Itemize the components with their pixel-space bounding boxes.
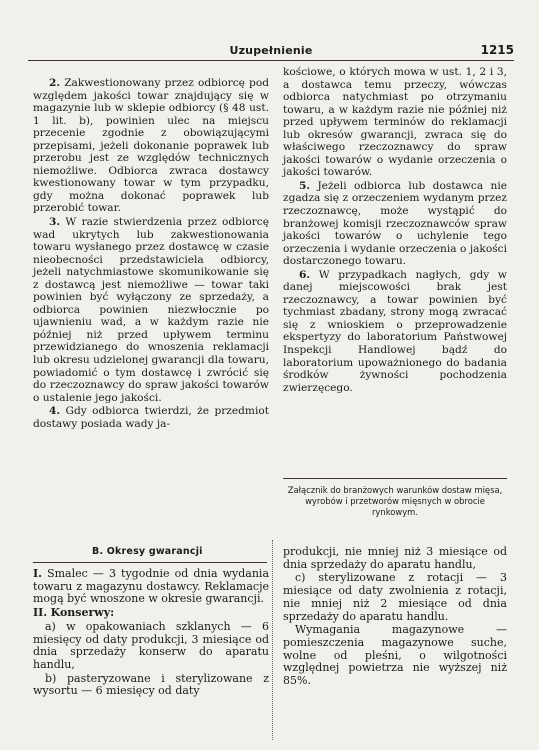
- item-text: w opakowaniach szklanych — 6 miesięcy od daty produkcji, 3 miesiące od dnia sprzedaży konserw do aparatu handlu,: [33, 619, 269, 671]
- section-subitem: [283, 572, 507, 623]
- paragraph-text: kościowe, o których mowa w ust. 1, 2 i 3, a dostawca temu przeczy, wówczas odbiorca natychmiast po otrzymaniu towaru, a w każdym razie nie później niż przed upływem terminów do reklamacji lub okresów gwarancji, zwraca się do właściwego rzeczoznawcy do spraw jakości towarów o wydanie orzeczenia o jakości towarów.: [283, 66, 507, 179]
- item-text: pasteryzowane i sterylizowane z wysortu — 6 miesięcy od daty: [33, 671, 270, 698]
- section-item-continuation: [283, 546, 507, 571]
- section-b-right-column: [283, 546, 507, 688]
- left-column: [33, 77, 269, 430]
- paragraph: [33, 405, 269, 430]
- item-text: produkcji, nie mniej niż 3 miesiące od dnia sprzedaży do aparatu handlu,: [283, 545, 507, 571]
- section-subitem: [33, 673, 269, 698]
- paragraph-continuation: [283, 66, 507, 179]
- section-item: [33, 607, 269, 620]
- paragraph-number: 5.: [299, 179, 311, 192]
- paragraph-text: Zakwestionowany przez odbiorcę pod względem jakości towar znajdujący się w magazynie lub w sklepie odbiorcy (§ 48 ust. 1 lit. b), powinien ulec na miejscu przecenie zgodnie z obowiązującymi przepisami, jeżeli dokonanie poprawek lub przerobu jest ze względów technicznych niemożliwe. Odbiorca zwraca dostawcy kwestionowany towar w tym przypadku, gdy można dokonać poprawek lub przerobić towar.: [33, 77, 269, 215]
- item-text: Wymagania magazynowe — pomieszczenia magazynowe suche, wolne od pleśni, o wilgotności względnej powietrza nie wyższej niż 85%.: [283, 623, 507, 688]
- paragraph: [283, 269, 507, 394]
- paragraph-number: 2.: [49, 77, 61, 89]
- paragraph: [33, 77, 269, 215]
- section-subitem: [283, 624, 507, 688]
- paragraph-number: 6.: [299, 268, 311, 281]
- paragraph-number: 3.: [49, 216, 61, 229]
- item-lead: II.: [33, 606, 48, 620]
- paragraph-text: W razie stwierdzenia przez odbiorcę wad ukrytych lub zakwestionowania towaru wysłanego przez dostawcę w czasie nieobecności przedstawiciela odbiorcy, jeżeli natychmiastowe skomunikowanie się z dostawcą jest niemożliwe — towar taki powinien być wyłączony ze sprzedaży, a odbiorca powinien niezwłocznie po ujawnieniu wad, a w każdym razie nie później niż przed upływem terminu przewidzianego do wnoszenia reklamacji lub okresu udzielonej gwarancji dla towaru, powiadomić o tym dostawcę i zwrócić się do rzeczoznawcy do spraw jakości towarów o ustalenie jego jakości.: [33, 216, 269, 404]
- paragraph-number: 4.: [49, 405, 61, 418]
- item-text: sterylizowane z rotacji — 3 miesiące od daty zwolnienia z rotacji, nie mniej niż 2 miesiące od dnia sprzedaży do aparatu handlu.: [283, 571, 507, 623]
- paragraph: [33, 216, 269, 404]
- header-title: Uzupełnienie: [229, 44, 313, 57]
- item-lead: I.: [33, 567, 42, 580]
- item-text: Konserwy:: [50, 606, 115, 620]
- section-heading: B. Okresy gwarancji: [92, 546, 203, 557]
- page-number: 1215: [480, 43, 514, 57]
- item-text: Smalec — 3 tygodnie od dnia wydania towaru z magazynu dostawcy. Reklamacje mogą być wnoszone w okresie gwarancji.: [33, 567, 270, 606]
- running-header: [28, 44, 514, 61]
- item-lead: b): [45, 671, 57, 685]
- item-lead: a): [45, 619, 56, 633]
- paragraph-text: Jeżeli odbiorca lub dostawca nie zgadza się z orzeczeniem wydanym przez rzeczoznawcę, może wystąpić do branżowej komisji rzeczoznawców spraw jakości towarów o uchylenie tego orzeczenia i wydanie orzeczenia o jakości dostarczonego towaru.: [283, 179, 508, 268]
- right-column: [283, 66, 507, 394]
- section-rule: [33, 562, 267, 563]
- appendix-caption: Załącznik do branżowych warunków dostaw mięsa, wyrobów i przetworów mięsnych w obrocie rynkowym.: [283, 478, 507, 518]
- paragraph-text: W przypadkach nagłych, gdy w danej miejscowości brak jest rzeczoznawcy, a towar powinien być tychmiast zbadany, strony mogą zwracać się z wnioskiem o przeprowadzenie ekspertyzy do laboratorium Państwowej Inspekcji Handlowej bądź do laboratorium upoważnionego do badania środków żywności pochodzenia zwierzęcego.: [283, 268, 507, 394]
- item-lead: c): [295, 571, 306, 585]
- section-item: [33, 568, 269, 606]
- paragraph-text: Gdy odbiorca twierdzi, że przedmiot dostawy posiada wady ja-: [33, 405, 270, 430]
- column-divider: [272, 540, 273, 740]
- section-b-left-column: [33, 568, 269, 698]
- paragraph: [283, 180, 507, 268]
- section-subitem: [33, 621, 269, 672]
